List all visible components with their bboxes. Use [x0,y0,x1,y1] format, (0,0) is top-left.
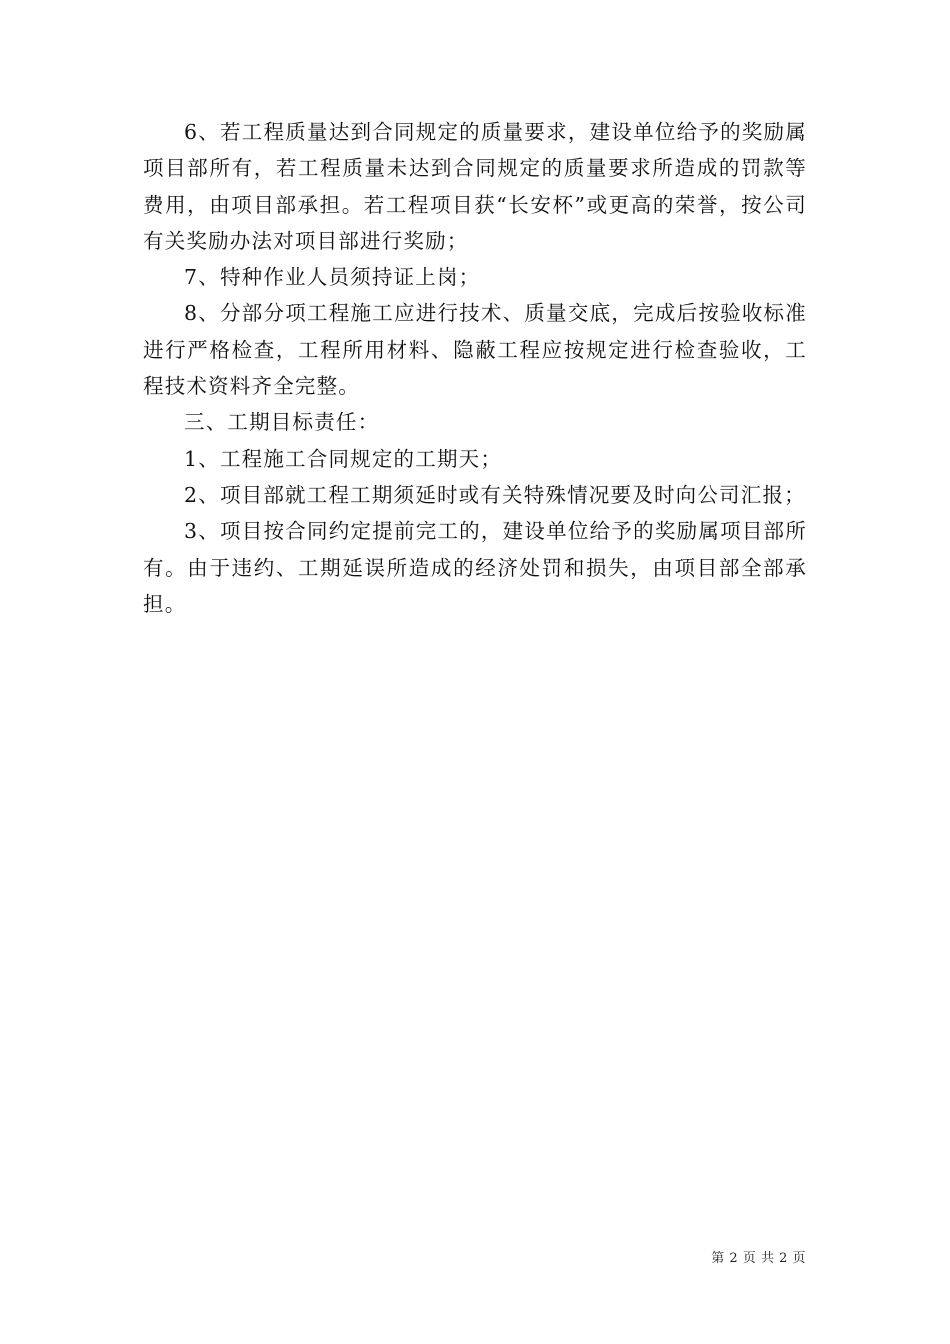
document-body [143,114,807,622]
paragraph-contract-period: 1、工程施工合同规定的工期天； [184,446,503,471]
paragraph-quality-reward: 6、若工程质量达到合同规定的质量要求，建设单位给予的奖励属项目部所有，若工程质量未达到合同规定的质量要求所造成的罚款等费用，由项目部承担。若工程项目获“长安杯”或更高的荣誉，按公司有关奖励办法对项目部进行奖励； [143,120,807,253]
paragraph-special-workers: 7、特种作业人员须持证上岗； [184,265,481,290]
paragraph-delay-report: 2、项目部就工程工期须延时或有关特殊情况要及时向公司汇报； [184,482,806,507]
page-number: 第 2 页 共 2 页 [711,1251,806,1266]
paragraph-technical-briefing: 8、分部分项工程施工应进行技术、质量交底，完成后按验收标准进行严格检查，工程所用材料、隐蔽工程应按规定进行检查验收，工程技术资料齐全完整。 [143,301,807,399]
section-heading-schedule: 三、工期目标责任： [184,410,380,435]
paragraph-early-completion: 3、项目按合同约定提前完工的，建设单位给予的奖励属项目部所有。由于违约、工期延误所造成的经济处罚和损失，由项目部全部承担。 [143,519,807,616]
